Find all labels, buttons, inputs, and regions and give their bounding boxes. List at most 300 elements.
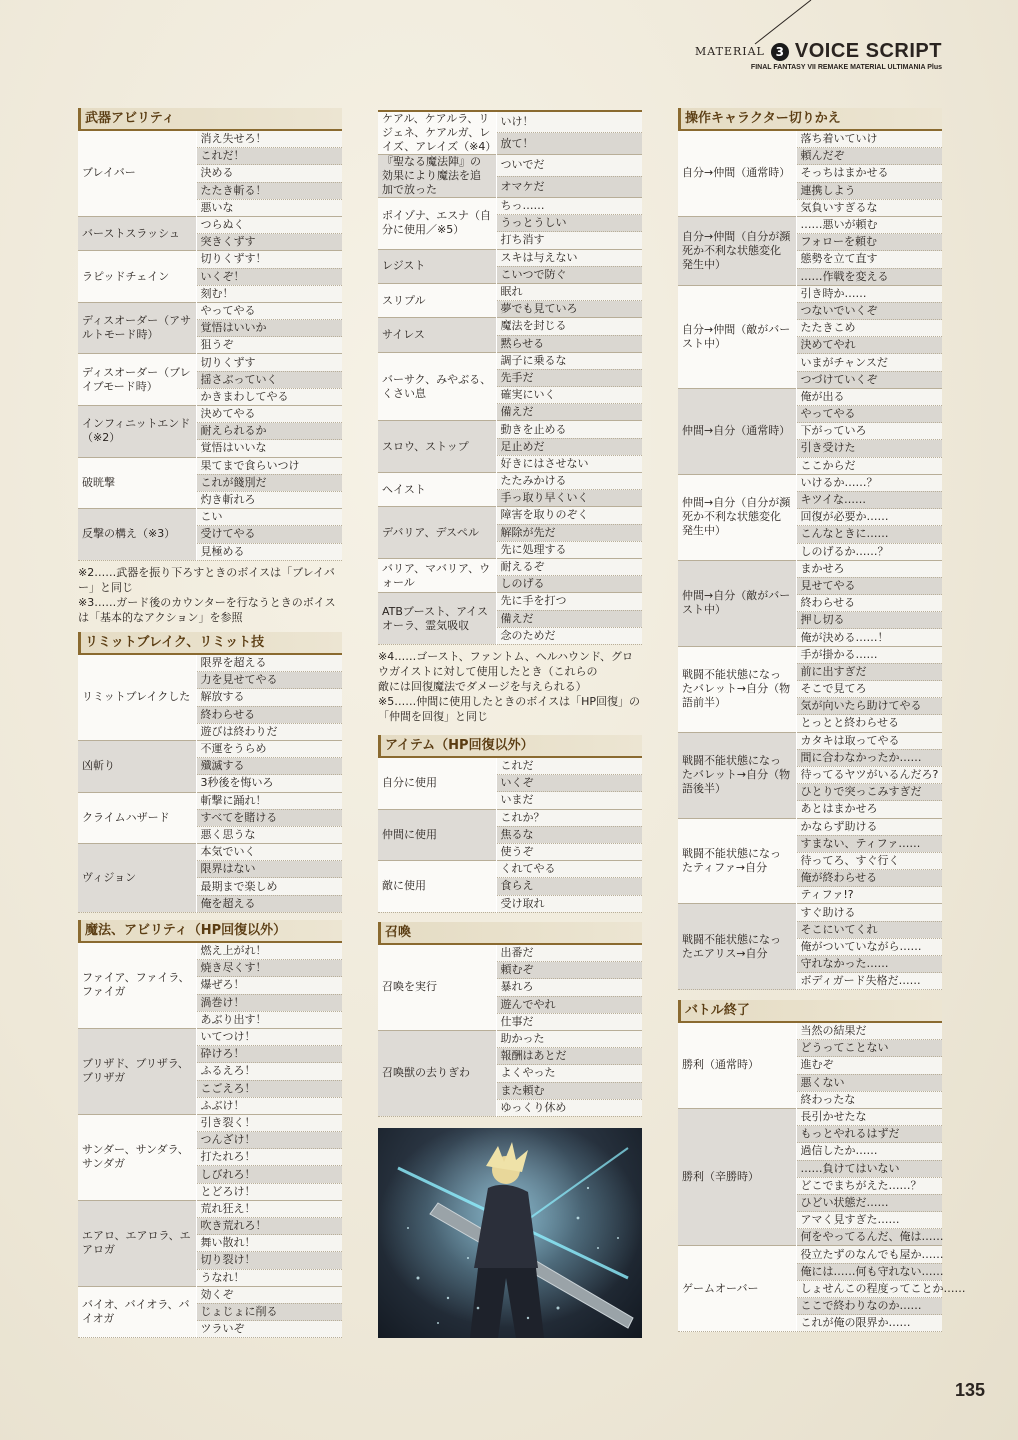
voice-line-cell: 打ち消す [496,232,642,249]
voice-line-cell: 切りくずす！ [196,251,342,268]
voice-line-cell: ……負けてはいない [796,1160,942,1177]
voice-line-cell: 不運をうらめ [196,740,342,757]
voice-line-cell: 夢でも見ていろ [496,301,642,318]
situation-cell: 仲間に使用 [378,809,496,861]
voice-line-cell: 終わったな [796,1091,942,1108]
voice-line-cell: よくやった [496,1065,642,1082]
voice-line-cell: 灼き斬れろ [196,491,342,508]
voice-line-cell: 動きを止める [496,421,642,438]
section-title: アイテム（HP回復以外） [378,735,642,758]
voice-line-cell: もっとやれるはずだ [796,1126,942,1143]
situation-cell: バーストスラッシュ [78,216,196,250]
voice-table [78,655,342,913]
voice-line-cell: キツイな…… [796,491,942,508]
voice-line-cell: 長引かせたな [796,1108,942,1125]
voice-line-cell: 悪く思うな [196,826,342,843]
voice-line-cell: 耐えるぞ [496,558,642,575]
voice-line-cell: 吹き荒れろ！ [196,1218,342,1235]
voice-line-cell: しのげる [496,576,642,593]
table-row [78,740,342,757]
table-row [378,809,642,826]
voice-line-cell: 悪いな [196,199,342,216]
table-row [678,1246,942,1263]
voice-line-cell: 俺が終わらせる [796,870,942,887]
table-row [378,318,642,335]
table-row [78,354,342,371]
voice-line-cell: 受け取れ [496,895,642,912]
table-row [378,198,642,215]
voice-line-cell: ゆっくり休め [496,1099,642,1116]
table-row [378,283,642,300]
situation-cell: 勝利（辛勝時） [678,1108,796,1246]
voice-section [78,632,342,913]
voice-table [78,131,342,561]
voice-line-cell: ひとりで突っこみすぎだ [796,784,942,801]
footnote-line: ※3……ガード後のカウンターを行なうときのボイス [78,595,336,609]
table-row [78,216,342,233]
table-row [678,732,942,749]
voice-line-cell: 使うぞ [496,843,642,860]
voice-line-cell: 障害を取りのぞく [496,507,642,524]
table-row [678,216,942,233]
voice-section [78,920,342,1338]
voice-line-cell: これだ [496,758,642,775]
table-row [678,646,942,663]
voice-line-cell: 好きにはさせない [496,455,642,472]
situation-cell: サイレス [378,318,496,352]
table-row [378,352,642,369]
voice-line-cell: やってやる [196,302,342,319]
voice-line-cell: スキは与えない [496,249,642,266]
voice-line-cell: 当然の結果だ [796,1023,942,1040]
situation-cell: バーサク、みやぶる、くさい息 [378,352,496,421]
table-row [678,904,942,921]
table-row [378,473,642,490]
situation-cell: ヘイスト [378,473,496,507]
section-title: 魔法、アビリティ（HP回復以外） [78,920,342,943]
voice-line-cell: 下がっていろ [796,423,942,440]
voice-line-cell: これか？ [496,809,642,826]
table-row [378,861,642,878]
voice-line-cell: 俺が決める……！ [796,629,942,646]
voice-line-cell: 力を見せてやる [196,672,342,689]
situation-cell: ゲームオーバー [678,1246,796,1332]
table-row [378,421,642,438]
voice-line-cell: ……作戦を変える [796,268,942,285]
voice-line-cell: つづけていくぞ [796,371,942,388]
voice-line-cell: こんなときに…… [796,526,942,543]
situation-cell: 召喚獣の去りぎわ [378,1030,496,1116]
page-header [695,40,942,71]
voice-line-cell: 手っ取り早くいく [496,490,642,507]
voice-line-cell: いけるか……？ [796,474,942,491]
voice-line-cell: いまがチャンスだ [796,354,942,371]
table-row [78,655,342,672]
book-subtitle: FINAL FANTASY VII REMAKE MATERIAL ULTIMANIA Plus [750,64,942,71]
voice-line-cell: 仕事だ [496,1013,642,1030]
voice-table [678,131,942,990]
voice-table [378,758,642,913]
voice-section [78,108,342,625]
voice-line-cell: 砕けろ！ [196,1046,342,1063]
situation-cell: 戦闘不能状態になったバレット→自分（物語後半） [678,732,796,818]
voice-line-cell: 終わらせる [796,595,942,612]
voice-line-cell: たたき斬る！ [196,182,342,199]
voice-line-cell: ここからだ [796,457,942,474]
table-row [378,558,642,575]
voice-line-cell: 回復が必要か…… [796,509,942,526]
situation-cell: クライムハザード [78,792,196,844]
voice-line-cell: これが俺の限界か…… [796,1315,942,1332]
voice-line-cell: うっとうしい [496,215,642,232]
table-row [78,1114,342,1131]
voice-line-cell: 3秒後を悔いろ [196,775,342,792]
voice-line-cell: 舞い散れ！ [196,1235,342,1252]
voice-line-cell: ひどい状態だ…… [796,1194,942,1211]
voice-line-cell: 殲滅する [196,758,342,775]
voice-section [678,1000,966,1332]
voice-line-cell: 確実にいく [496,387,642,404]
situation-cell: 凶斬り [78,740,196,792]
situation-cell: 『聖なる魔法陣』の効果により魔法を追加で放った [378,155,496,198]
voice-line-cell: 気が向いたら助けてやる [796,698,942,715]
table-row [378,249,642,266]
voice-line-cell: 過信したか…… [796,1143,942,1160]
situation-cell: 戦闘不能状態になったティファ→自分 [678,818,796,904]
situation-cell: ブレイバー [78,131,196,216]
voice-line-cell: 前に出すぎだ [796,663,942,680]
footnote-line: は「基本的なアクション」を参照 [78,610,243,624]
situation-cell: ATBブースト、アイスオーラ、霊気吸収 [378,593,496,645]
voice-line-cell: 焦るな [496,826,642,843]
voice-line-cell: 解除が先だ [496,524,642,541]
table-row [678,388,942,405]
voice-line-cell: つらぬく [196,216,342,233]
situation-cell: 自分→仲間（敵がバースト中） [678,285,796,388]
voice-line-cell: とどろけ！ [196,1183,342,1200]
situation-cell: 戦闘不能状態になったエアリス→自分 [678,904,796,990]
situation-cell: 仲間→自分（通常時） [678,388,796,474]
table-row [678,474,942,491]
voice-line-cell: つんざけ！ [196,1132,342,1149]
voice-line-cell: 食らえ [496,878,642,895]
material-label: MATERIAL [695,45,765,58]
table-row [678,1023,942,1040]
voice-line-cell: 先に手を打つ [496,593,642,610]
footnote-line: ー」と同じ [78,580,133,594]
voice-line-cell: 最期まで楽しめ [196,878,342,895]
voice-line-cell: 果てまで食らいつけ [196,457,342,474]
footnotes [78,565,342,625]
voice-table [678,1023,966,1332]
table-row [378,1030,642,1047]
voice-line-cell: かならず助ける [796,818,942,835]
voice-line-cell: いくぞ [496,775,642,792]
voice-line-cell: すまない、ティファ…… [796,835,942,852]
voice-line-cell: 限界を超える [196,655,342,672]
voice-line-cell: 決めてやる [196,406,342,423]
voice-line-cell: つないでいくぞ [796,302,942,319]
voice-line-cell: ……悪いが頼む [796,216,942,233]
table-row [78,943,342,960]
voice-line-cell: 遊んでやれ [496,996,642,1013]
voice-line-cell: これだ！ [196,148,342,165]
situation-cell: ディスオーダー（アサルトモード時） [78,302,196,354]
voice-line-cell: 落ち着いていけ [796,131,942,148]
footnotes [378,649,642,724]
voice-line-cell: これが餞別だ [196,474,342,491]
voice-line-cell: 悪くない [796,1074,942,1091]
situation-cell: ディスオーダー（ブレイブモード時） [78,354,196,406]
voice-line-cell: 報酬はあとだ [496,1048,642,1065]
table-row [378,758,642,775]
voice-line-cell: 引き時か…… [796,285,942,302]
voice-line-cell: いくぞ！ [196,268,342,285]
voice-line-cell: じょじょに削る [196,1303,342,1320]
voice-line-cell: 進むぞ [796,1057,942,1074]
voice-section [678,108,942,990]
table-row [378,112,642,133]
situation-cell: スリプル [378,283,496,317]
voice-line-cell: ふるえろ！ [196,1063,342,1080]
voice-line-cell: いてつけ！ [196,1028,342,1045]
voice-line-cell: 頼むぞ [496,962,642,979]
situation-cell: 自分に使用 [378,758,496,809]
situation-cell: 反撃の構え（※3） [78,509,196,561]
table-row [78,131,342,148]
voice-line-cell: あとはまかせろ [796,801,942,818]
voice-line-cell: いけ！ [496,112,642,133]
voice-line-cell: 眠れ [496,283,642,300]
voice-section [378,735,642,913]
voice-section [378,922,642,1117]
voice-line-cell: しびれろ！ [196,1166,342,1183]
page-number: 135 [955,1380,986,1400]
voice-line-cell: アマく見すぎた…… [796,1212,942,1229]
voice-line-cell: 役立たずのなんでも屋か…… [796,1246,942,1263]
voice-line-cell: くれてやる [496,861,642,878]
table-row [78,1286,342,1303]
voice-line-cell: 渦巻け！ [196,994,342,1011]
voice-line-cell: 押し切る [796,612,942,629]
voice-line-cell: ちっ…… [496,198,642,215]
voice-line-cell: カタキは取ってやる [796,732,942,749]
voice-line-cell: 消え失せろ！ [196,131,342,148]
voice-line-cell: 遊びは終わりだ [196,723,342,740]
voice-line-cell: いまだ [496,792,642,809]
voice-line-cell: 備えだ [496,610,642,627]
voice-line-cell: 何をやってるんだ、俺は…… [796,1229,942,1246]
voice-line-cell: ここで終わりなのか…… [796,1298,942,1315]
voice-line-cell: 受けてやる [196,526,342,543]
table-row [78,1200,342,1217]
voice-line-cell: 限界はない [196,861,342,878]
section-title: 武器アビリティ [78,108,342,131]
voice-line-cell: ふぶけ！ [196,1097,342,1114]
voice-line-cell: すべてを賭ける [196,809,342,826]
cloud-screenshot-image [378,1128,642,1338]
sword-figure-icon [378,1128,642,1338]
voice-line-cell: 覚悟はいいな [196,440,342,457]
voice-line-cell: 連携しよう [796,182,942,199]
voice-line-cell: 備えだ [496,404,642,421]
voice-line-cell: 耐えられるか [196,423,342,440]
voice-line-cell: 先に処理する [496,541,642,558]
situation-cell: サンダー、サンダラ、サンダガ [78,1114,196,1200]
voice-line-cell: 足止めだ [496,438,642,455]
voice-line-cell: 出番だ [496,945,642,962]
voice-line-cell: 見せてやる [796,577,942,594]
situation-cell: 戦闘不能状態になったバレット→自分（物語前半） [678,646,796,732]
table-row [678,818,942,835]
footnote-line: ※5……仲間に使用したときのボイスは「HP回復」の [378,694,641,708]
voice-line-cell: たたみかける [496,473,642,490]
voice-line-cell: そこで見てろ [796,681,942,698]
voice-line-cell: 打たれろ！ [196,1149,342,1166]
table-row [78,509,342,526]
footnote-line: ウガイストに対して使用したとき（これらの [378,664,598,678]
voice-line-cell: 切りくずす [196,354,342,371]
voice-line-cell: どこでまちがえた……？ [796,1177,942,1194]
page-title: VOICE SCRIPT [794,40,942,62]
voice-line-cell: たたきこめ [796,320,942,337]
voice-line-cell: すぐ助ける [796,904,942,921]
voice-line-cell: とっとと終わらせる [796,715,942,732]
voice-line-cell: 斬撃に踊れ！ [196,792,342,809]
table-row [78,457,342,474]
table-row [678,285,942,302]
footnote-line: 「仲間を回復」と同じ [378,709,488,723]
voice-line-cell: そこにいてくれ [796,921,942,938]
table-row [378,155,642,177]
voice-line-cell: 刻む！ [196,285,342,302]
voice-line-cell: まかせろ [796,560,942,577]
voice-line-cell: 間に合わなかったか…… [796,749,942,766]
chapter-number-badge: 3 [771,43,789,61]
voice-line-cell: こごえろ！ [196,1080,342,1097]
voice-line-cell: あぶり出す！ [196,1011,342,1028]
voice-line-cell: 荒れ狂え！ [196,1200,342,1217]
section-title: バトル終了 [678,1000,942,1023]
voice-line-cell: こい [196,509,342,526]
voice-line-cell: 魔法を封じる [496,318,642,335]
voice-line-cell: しのげるか……？ [796,543,942,560]
voice-line-cell: 焼き尽くす！ [196,960,342,977]
voice-line-cell: 本気でいく [196,844,342,861]
voice-line-cell: やってやる [796,406,942,423]
voice-line-cell: 決めてやれ [796,337,942,354]
voice-line-cell: オマケだ [496,176,642,198]
voice-line-cell: 爆ぜろ！ [196,977,342,994]
voice-table [378,112,642,645]
table-row [678,1108,942,1125]
situation-cell: ラピッドチェイン [78,251,196,303]
voice-line-cell: 待ってるヤツがいるんだろ? [796,766,942,783]
voice-table [378,945,642,1117]
voice-line-cell: 解放する [196,689,342,706]
table-row [78,844,342,861]
decorative-line [755,0,815,44]
situation-cell: 仲間→自分（敵がバースト中） [678,560,796,646]
situation-cell: デバリア、デスペル [378,507,496,559]
situation-cell: ケアル、ケアルラ、リジェネ、ケアルガ、レイズ、アレイズ（※4） [378,112,496,155]
situation-cell: 勝利（通常時） [678,1023,796,1108]
table-row [78,792,342,809]
section-title: 操作キャラクター切りかえ [678,108,942,131]
voice-line-cell: 決める [196,165,342,182]
table-row [78,1028,342,1045]
voice-line-cell: 先手だ [496,369,642,386]
section-title: 召喚 [378,922,642,945]
voice-line-cell: 効くぞ [196,1286,342,1303]
situation-cell: ポイゾナ、エスナ（自分に使用／※5） [378,198,496,250]
voice-line-cell: 手が掛かる…… [796,646,942,663]
voice-line-cell: 俺が出る [796,388,942,405]
voice-line-cell: 念のためだ [496,627,642,644]
voice-line-cell: そっちはまかせる [796,165,942,182]
voice-line-cell: 引き裂く！ [196,1114,342,1131]
situation-cell: 仲間→自分（自分が瀕死か不利な状態変化発生中） [678,474,796,560]
voice-line-cell: しょせんこの程度ってことか…… [796,1280,942,1297]
voice-line-cell: 突きくずす [196,234,342,251]
voice-line-cell: 揺さぶっていく [196,371,342,388]
situation-cell: ヴィジョン [78,844,196,913]
table-row [378,507,642,524]
situation-cell: リミットブレイクした [78,655,196,740]
situation-cell: 自分→仲間（自分が瀕死か不利な状態変化発生中） [678,216,796,285]
situation-cell: 召喚を実行 [378,945,496,1030]
table-row [378,945,642,962]
voice-line-cell: ついでだ [496,155,642,177]
situation-cell: スロウ、ストップ [378,421,496,473]
voice-line-cell: 放て！ [496,133,642,155]
footnote-line: ※2……武器を振り下ろすときのボイスは「ブレイバ [78,565,335,579]
table-row [78,251,342,268]
voice-line-cell: 燃え上がれ！ [196,943,342,960]
voice-line-cell: 頼んだぞ [796,148,942,165]
table-row [678,131,942,148]
voice-line-cell: ボディガード失格だ…… [796,973,942,990]
voice-line-cell: また頼む [496,1082,642,1099]
voice-line-cell: どうってことない [796,1040,942,1057]
voice-line-cell: 終わらせる [196,706,342,723]
situation-cell: エアロ、エアロラ、エアロガ [78,1200,196,1286]
voice-line-cell: ツラいぞ [196,1321,342,1338]
voice-line-cell: 引き受けた [796,440,942,457]
voice-line-cell: 守れなかった…… [796,956,942,973]
table-row [78,406,342,423]
voice-line-cell: かきまわしてやる [196,388,342,405]
voice-line-cell: フォローを頼む [796,234,942,251]
voice-line-cell: 気負いすぎるな [796,199,942,216]
footnote-line: ※4……ゴースト、ファントム、ヘルハウンド、グロ [378,649,634,663]
voice-line-cell: 切り裂け！ [196,1252,342,1269]
voice-line-cell: 待ってろ、すぐ行く [796,852,942,869]
situation-cell: ファイア、ファイラ、ファイガ [78,943,196,1028]
voice-line-cell: 俺がついていながら…… [796,938,942,955]
voice-line-cell: こいつで防ぐ [496,266,642,283]
situation-cell: バイオ、バイオラ、バイオガ [78,1286,196,1338]
table-row [678,560,942,577]
situation-cell: 自分→仲間（通常時） [678,131,796,216]
situation-cell: レジスト [378,249,496,283]
voice-table [78,943,342,1338]
footnote-line: 敵には回復魔法でダメージを与えられる） [378,679,587,693]
voice-line-cell: ティファ!? [796,887,942,904]
section-title: リミットブレイク、リミット技 [78,632,342,655]
situation-cell: ブリザド、ブリザラ、ブリザガ [78,1028,196,1114]
voice-line-cell: 調子に乗るな [496,352,642,369]
